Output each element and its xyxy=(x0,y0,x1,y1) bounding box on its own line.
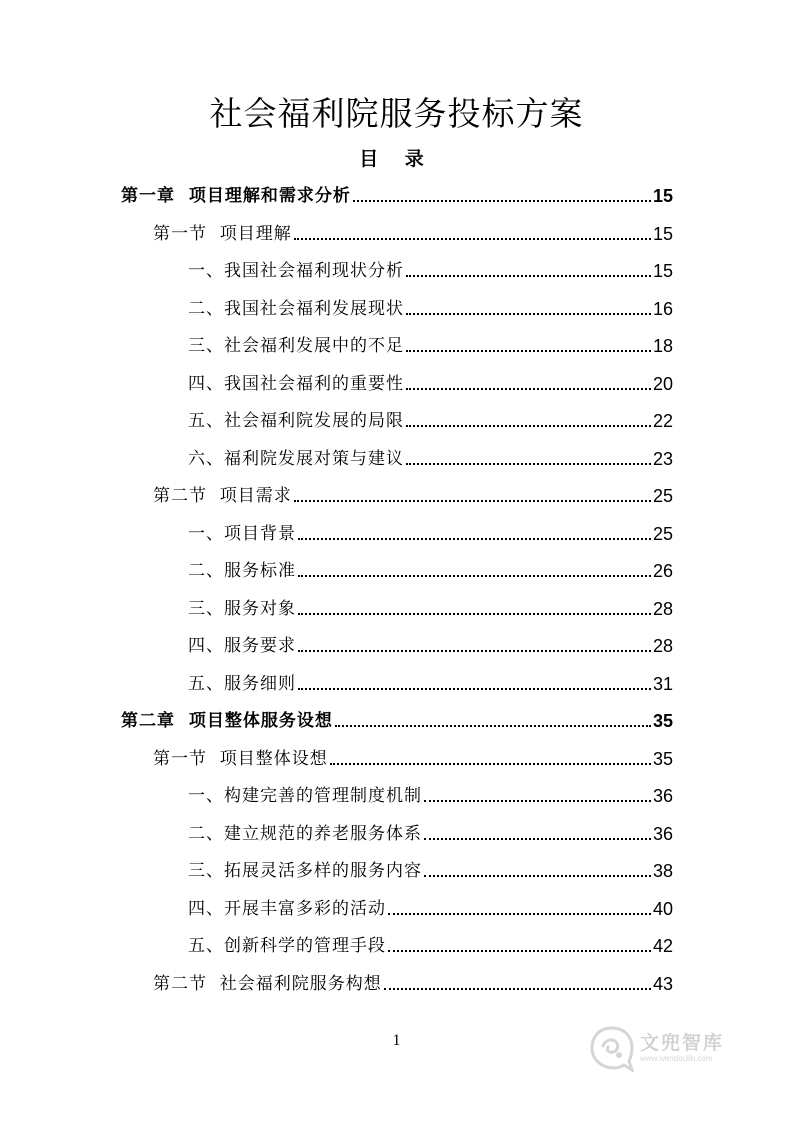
toc-entry[interactable] xyxy=(188,627,673,657)
toc-dot-leader xyxy=(298,538,651,540)
toc-entry-page: 15 xyxy=(652,186,673,206)
toc-heading: 目 录 xyxy=(359,148,434,170)
toc-dot-leader xyxy=(330,763,651,765)
toc-entry[interactable] xyxy=(188,665,673,695)
toc-entry-page: 31 xyxy=(652,673,673,694)
toc-entry-page: 18 xyxy=(652,336,673,356)
toc-entry-title: 第一节 项目整体设想 xyxy=(153,748,328,769)
toc-entry-page: 40 xyxy=(652,898,673,919)
toc-entry-title: 二、我国社会福利发展现状 xyxy=(188,298,404,319)
toc-entry[interactable] xyxy=(121,177,673,207)
toc-dot-leader xyxy=(406,275,651,277)
toc-entry[interactable] xyxy=(121,702,673,732)
toc-entry[interactable] xyxy=(188,852,673,882)
toc-entry-title: 五、社会福利院发展的局限 xyxy=(188,411,404,431)
watermark xyxy=(588,1022,758,1074)
toc-entry-title: 六、福利院发展对策与建议 xyxy=(188,448,404,469)
document-title: 社会福利院服务投标方案 xyxy=(209,94,584,133)
toc-entry[interactable] xyxy=(188,927,673,957)
toc-entry-title: 第一章 项目理解和需求分析 xyxy=(121,186,351,206)
toc-entry-title: 五、服务细则 xyxy=(188,673,296,694)
toc-entry-title: 第二节 社会福利院服务构想 xyxy=(153,973,382,994)
toc-entry[interactable] xyxy=(188,515,673,545)
toc-dot-leader xyxy=(424,838,651,840)
toc-entry-page: 35 xyxy=(652,711,673,731)
toc-entry[interactable] xyxy=(153,965,673,995)
toc-entry[interactable] xyxy=(188,590,673,620)
toc-entry-title: 二、服务标准 xyxy=(188,561,296,581)
toc-entry-title: 四、我国社会福利的重要性 xyxy=(188,373,404,394)
toc-entry-page: 36 xyxy=(652,786,673,806)
toc-entry[interactable] xyxy=(188,777,673,807)
toc-entry-page: 36 xyxy=(652,823,673,844)
toc-entry-page: 22 xyxy=(652,411,673,431)
toc-entry-page: 35 xyxy=(652,748,673,769)
toc-entry[interactable] xyxy=(188,290,673,320)
toc-entry[interactable] xyxy=(188,440,673,470)
toc-entry-title: 三、拓展灵活多样的服务内容 xyxy=(188,861,422,881)
toc-entry-page: 25 xyxy=(652,486,673,506)
toc-dot-leader xyxy=(406,350,651,352)
toc-entry-title: 五、创新科学的管理手段 xyxy=(188,936,386,956)
toc-entry[interactable] xyxy=(153,477,673,507)
toc-entry[interactable] xyxy=(153,740,673,770)
toc-entry-title: 第一节 项目理解 xyxy=(153,223,292,244)
page-number: 1 xyxy=(392,1032,401,1049)
toc-entry-page: 20 xyxy=(652,373,673,394)
toc-entry[interactable] xyxy=(153,215,673,245)
wendou-logo-icon xyxy=(588,1024,636,1072)
toc-dot-leader xyxy=(335,725,651,727)
toc-dot-leader xyxy=(406,463,651,465)
toc-entry-title: 一、项目背景 xyxy=(188,523,296,544)
toc-entry[interactable] xyxy=(188,402,673,432)
toc-entry-title: 三、社会福利发展中的不足 xyxy=(188,336,404,356)
toc-entry-page: 23 xyxy=(652,448,673,469)
toc-entry[interactable] xyxy=(188,365,673,395)
toc-entry[interactable] xyxy=(188,327,673,357)
toc-dot-leader xyxy=(298,613,651,615)
toc-entry-title: 四、开展丰富多彩的活动 xyxy=(188,898,386,919)
toc-entry[interactable] xyxy=(188,890,673,920)
toc-dot-leader xyxy=(294,500,651,502)
toc-entry-page: 16 xyxy=(652,298,673,319)
toc-entry-page: 42 xyxy=(652,936,673,956)
toc-dot-leader xyxy=(424,875,651,877)
toc-dot-leader xyxy=(294,238,651,240)
toc-entry[interactable] xyxy=(188,252,673,282)
toc-entry-page: 25 xyxy=(652,523,673,544)
toc-dot-leader xyxy=(388,950,651,952)
toc-dot-leader xyxy=(406,388,651,390)
toc-entry-title: 三、服务对象 xyxy=(188,598,296,619)
toc-dot-leader xyxy=(353,200,651,202)
toc-entry-title: 第二章 项目整体服务设想 xyxy=(121,711,333,731)
toc-entry-title: 一、我国社会福利现状分析 xyxy=(188,261,404,281)
toc-dot-leader xyxy=(298,650,651,652)
toc-entry-page: 15 xyxy=(652,223,673,244)
toc-entry-title: 四、服务要求 xyxy=(188,636,296,656)
watermark-url: www.wendoulib.com xyxy=(640,1054,713,1063)
toc-entry-page: 26 xyxy=(652,561,673,581)
toc-dot-leader xyxy=(298,688,651,690)
toc-entry-page: 15 xyxy=(652,261,673,281)
watermark-name: 文兜智库 xyxy=(640,1032,725,1054)
toc-entry-page: 38 xyxy=(652,861,673,881)
toc-dot-leader xyxy=(406,313,651,315)
toc-entry-page: 43 xyxy=(652,973,673,994)
toc-entry-title: 一、构建完善的管理制度机制 xyxy=(188,786,422,806)
toc-entry-title: 第二节 项目需求 xyxy=(153,486,292,506)
toc-dot-leader xyxy=(406,425,651,427)
toc-dot-leader xyxy=(384,988,651,990)
toc-dot-leader xyxy=(298,575,651,577)
toc-dot-leader xyxy=(424,800,651,802)
toc-entry-title: 二、建立规范的养老服务体系 xyxy=(188,823,422,844)
toc-entry-page: 28 xyxy=(652,636,673,656)
toc-entry[interactable] xyxy=(188,815,673,845)
toc-entry[interactable] xyxy=(188,552,673,582)
toc-dot-leader xyxy=(388,913,651,915)
toc-entry-page: 28 xyxy=(652,598,673,619)
